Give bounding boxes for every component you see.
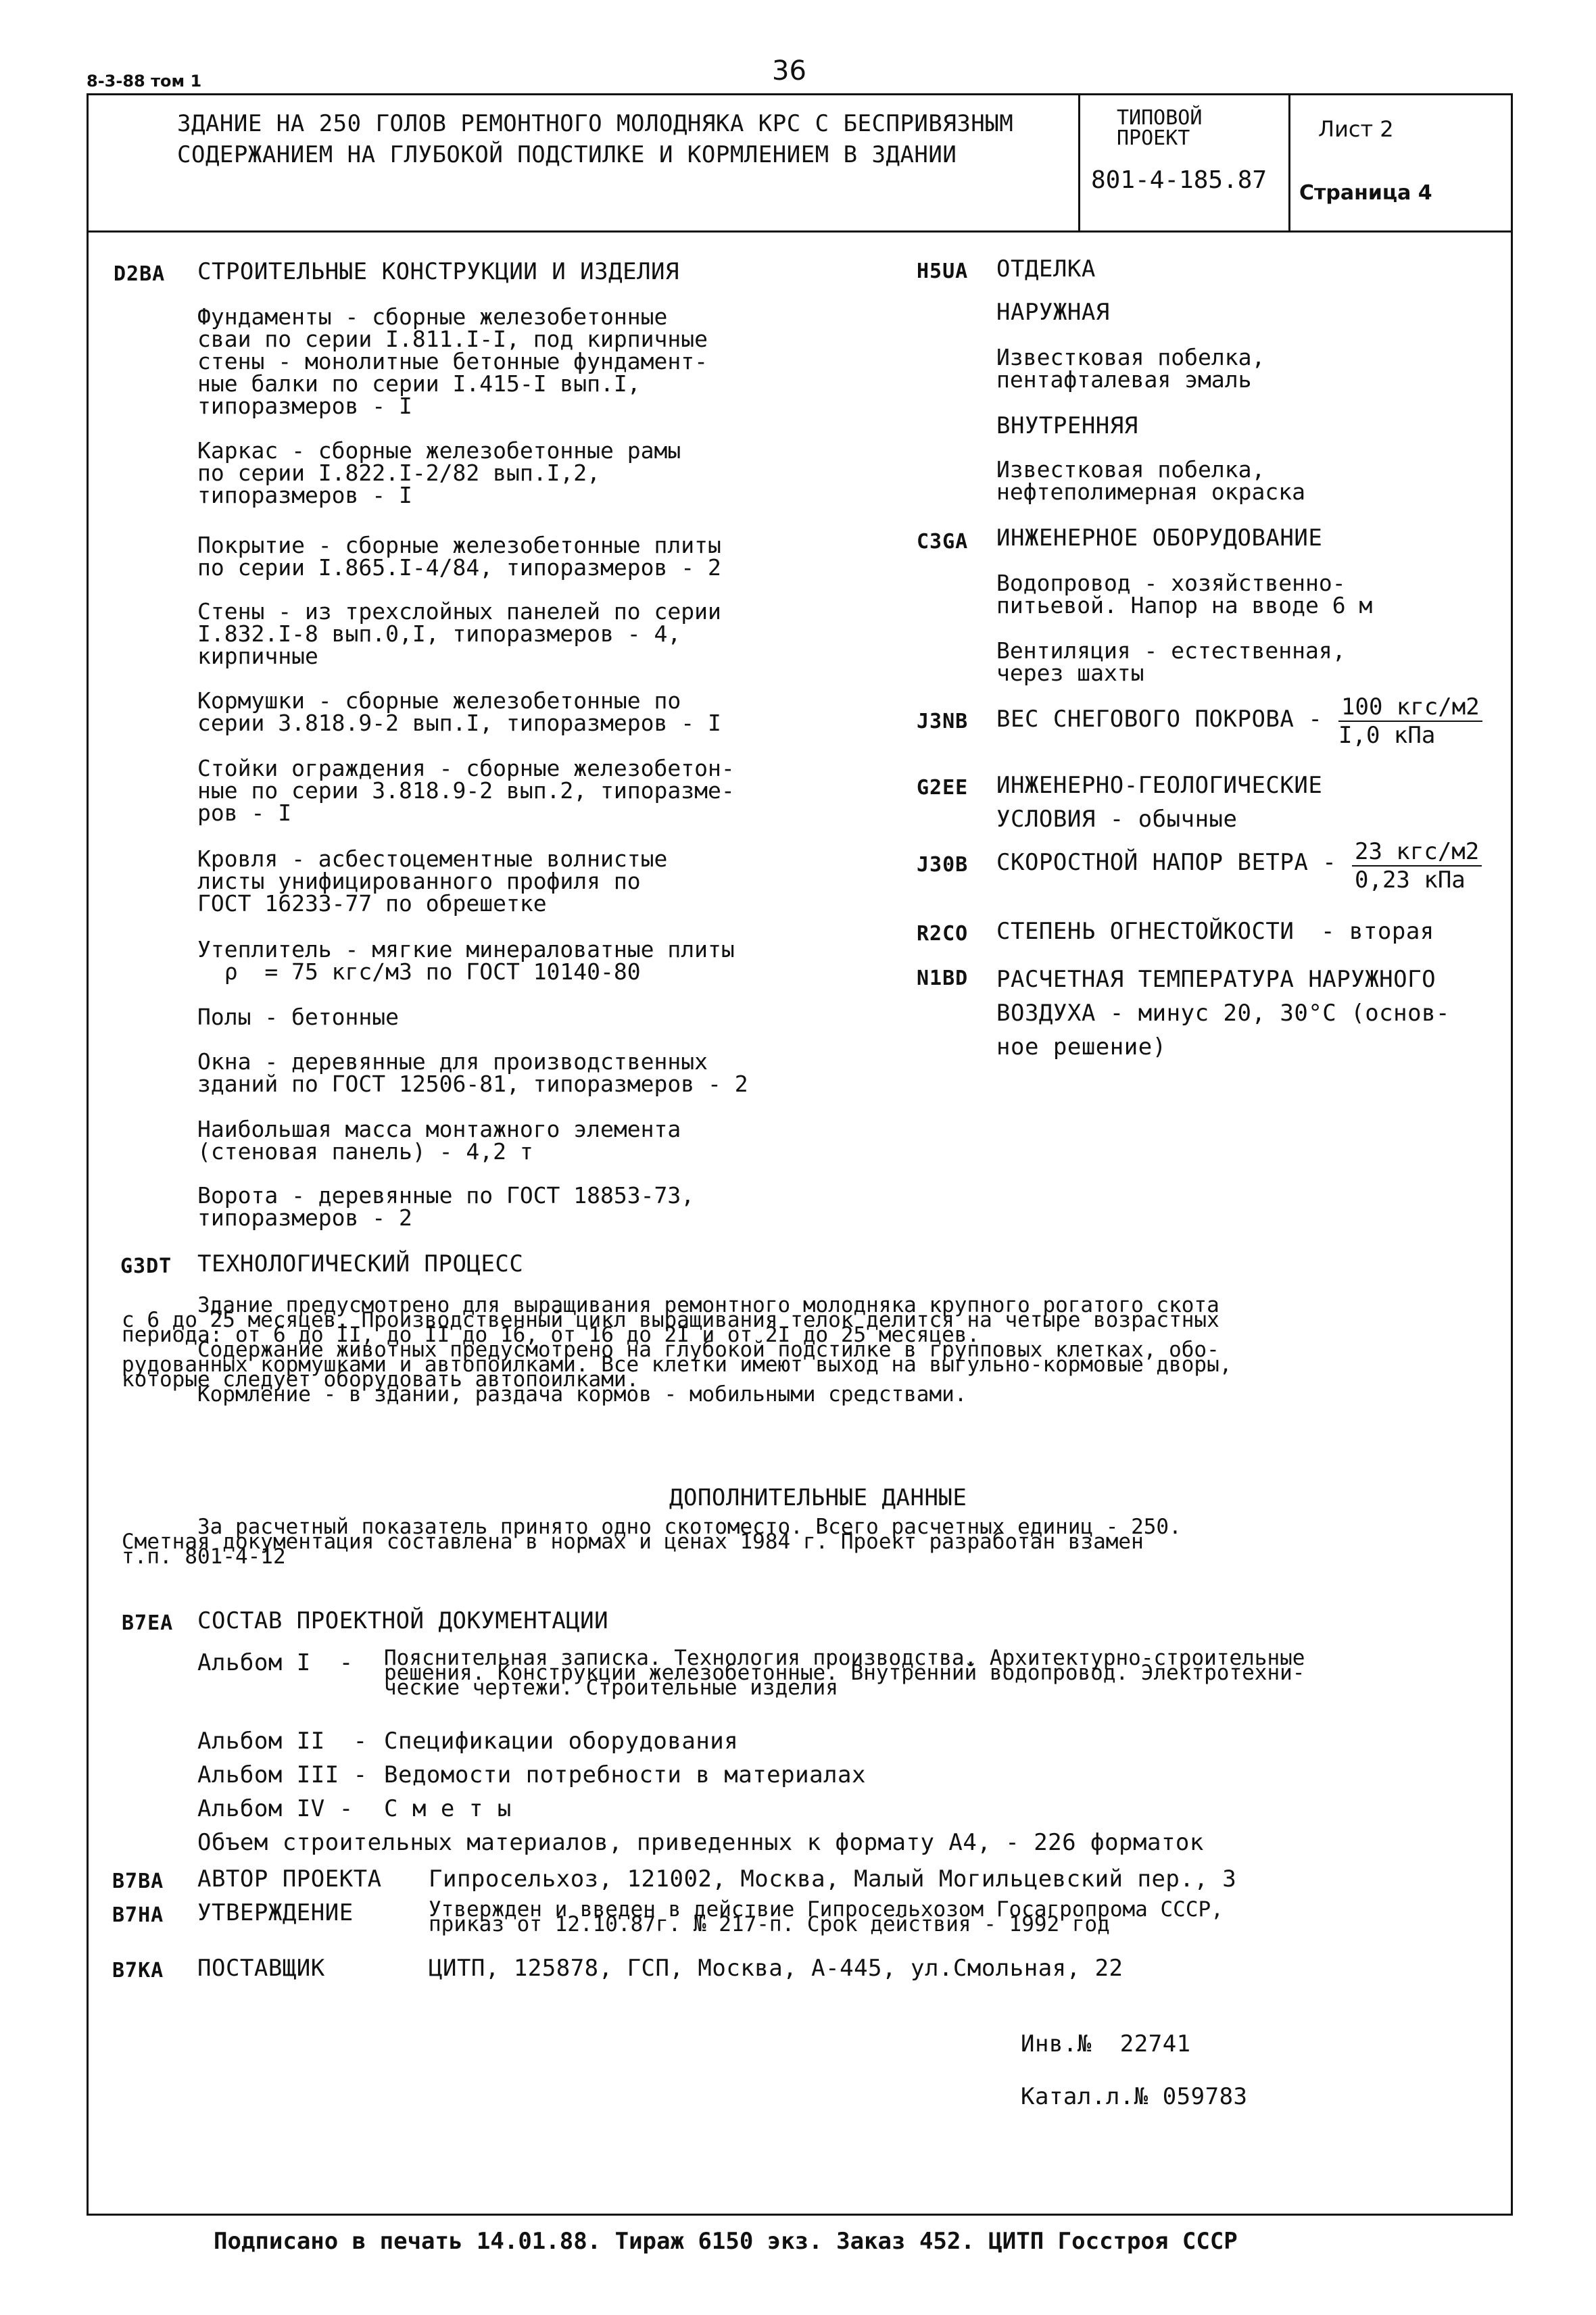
catalog-number: Катал.л.№ 059783 — [1021, 2083, 1248, 2110]
approval-text: Утвержден и введен в действие Гипросельхозом Госагропрома СССР, приказ от 12.10.87г. № 217-п. Срок действия - 1992 год — [429, 1897, 1224, 1936]
wind-pressure-denominator: 0,23 кПа — [1355, 867, 1466, 894]
structure-windows: Окна - деревянные для производственных зданий по ГОСТ 12506-81, типоразмеров - 2 — [197, 1048, 748, 1097]
water-supply-text: Водопровод - хозяйственно- питьевой. Напор на вводе 6 м — [996, 570, 1373, 618]
project-title-line-2: СОДЕРЖАНИЕМ НА ГЛУБОКОЙ ПОДСТИЛКЕ И КОРМЛЕНИЕМ В ЗДАНИИ — [177, 141, 957, 168]
project-code: 801-4-185.87 — [1091, 166, 1267, 194]
album-4-text: С м е т ы — [384, 1795, 512, 1822]
snow-load-numerator: 100 кгс/м2 — [1338, 693, 1482, 722]
additional-data-title: ДОПОЛНИТЕЛЬНЫЕ ДАННЫЕ — [669, 1484, 967, 1511]
page-number: 36 — [772, 55, 806, 87]
structure-frame: Каркас - сборные железобетонные рамы по серии I.822.I-2/82 вып.I,2, типоразмеров - I — [197, 437, 681, 508]
page-label: Страница 4 — [1299, 181, 1432, 205]
supplier-text: ЦИТП, 125878, ГСП, Москва, А-445, ул.Смольная, 22 — [429, 1955, 1123, 1982]
geological-conditions-line-1: ИНЖЕНЕРНО-ГЕОЛОГИЧЕСКИЕ — [996, 772, 1323, 799]
type-label-2: ПРОЕКТ — [1117, 126, 1190, 150]
section-code-b7ba: B7BA — [112, 1870, 164, 1893]
section-code-j30b: J30B — [917, 853, 969, 877]
structure-roofing-slabs: Покрытие - сборные железобетонные плиты по серии I.865.I-4/84, типоразмеров - 2 — [197, 532, 721, 581]
geological-conditions-line-2: УСЛОВИЯ - обычные — [996, 806, 1238, 833]
album-1-name: Альбом I - — [197, 1649, 354, 1676]
type-project-label — [1117, 108, 1202, 149]
header-divider-1 — [1078, 93, 1080, 233]
finishing-inner-text: Известковая побелка, нефтеполимерная окраска — [996, 456, 1305, 505]
structure-fence-posts: Стойки ограждения - сборные железобетон- ные по серии 3.818.9-2 вып.2, типоразме- ров - I — [197, 755, 735, 826]
finishing-inner-label: ВНУТРЕННЯЯ — [996, 412, 1138, 439]
section-title-finishing: ОТДЕЛКА — [996, 255, 1096, 283]
album-3-text: Ведомости потребности в материалах — [384, 1761, 866, 1788]
section-title-documentation: СОСТАВ ПРОЕКТНОЙ ДОКУМЕНТАЦИИ — [197, 1607, 609, 1634]
section-code-h5ua: H5UA — [917, 260, 969, 283]
section-title-technological-process: ТЕХНОЛОГИЧЕСКИЙ ПРОЦЕСС — [197, 1250, 524, 1277]
section-code-d2ba: D2BA — [114, 262, 166, 286]
additional-data-text: За расчетный показатель принято одно скотоместо. Всего расчетных единиц - 250. Сметная документация составлена в нормах и ценах 1984 г. Проект разработан взамен т.п. 801-4-12 — [122, 1515, 1182, 1569]
design-temperature-text: РАСЧЕТНАЯ ТЕМПЕРАТУРА НАРУЖНОГО ВОЗДУХА - минус 20, 30°С (основ- ное решение) — [996, 966, 1451, 1061]
snow-load-denominator: I,0 кПа — [1338, 722, 1436, 749]
inventory-number: Инв.№ 22741 — [1021, 2030, 1191, 2057]
album-3-name: Альбом III - — [197, 1761, 368, 1788]
section-code-b7ea: B7EA — [122, 1611, 174, 1635]
section-code-r2co: R2CO — [917, 922, 969, 946]
album-1-text: Пояснительная записка. Технология производства. Архитектурно-строительные решения. Конструкции железобетонные. Внутренний водопровод. Электротехни- ческие чертежи. Строительные изделия — [384, 1646, 1305, 1700]
supplier-label: ПОСТАВЩИК — [197, 1955, 325, 1982]
technological-process-text: Здание предусмотрено для выращивания ремонтного молодняка крупного рогатого скота с 6 до 25 месяцев. Производственный цикл выращивания телок делится на четыре возрастных периода: от 6 до II, до II до 16, от 16 до 2I и от 2I до 25 месяцев. Содержание животных предусмотрено на глубокой подстилке в групповых клетках, обо- рудованных кормушками и автопоилками. Все клетки имеют выход на выгульно-кормовые дворы, которые следует оборудовать автопоилками. Кормление - в здании, раздача кормов - мобильными средствами. — [122, 1293, 1232, 1407]
section-code-g2ee: G2EE — [917, 776, 969, 800]
sheet-number: Лист 2 — [1318, 116, 1394, 142]
section-code-j3nb: J3NB — [917, 710, 969, 733]
section-title-structures: СТРОИТЕЛЬНЫЕ КОНСТРУКЦИИ И ИЗДЕЛИЯ — [197, 258, 679, 285]
structure-feeders: Кормушки - сборные железобетонные по серии 3.818.9-2 вып.I, типоразмеров - I — [197, 687, 721, 736]
project-title — [177, 108, 1013, 170]
section-code-n1bd: N1BD — [917, 967, 969, 990]
snow-load-label: ВЕС СНЕГОВОГО ПОКРОВА - — [996, 706, 1323, 733]
materials-volume-text: Объем строительных материалов, приведенных к формату А4, - 226 форматок — [197, 1829, 1204, 1856]
structure-max-mass: Наибольшая масса монтажного элемента (стеновая панель) - 4,2 т — [197, 1116, 681, 1165]
project-title-line-1: ЗДАНИЕ НА 250 ГОЛОВ РЕМОНТНОГО МОЛОДНЯКА КРС С БЕСПРИВЯЗНЫМ — [177, 110, 1014, 137]
type-label-1: ТИПОВОЙ — [1117, 106, 1203, 130]
finishing-outer-text: Известковая побелка, пентафталевая эмаль — [996, 344, 1265, 393]
snow-load-fraction — [1338, 693, 1482, 749]
structure-insulation: Утеплитель - мягкие минераловатные плиты ρ = 75 кгс/м3 по ГОСТ 10140-80 — [197, 936, 735, 985]
wind-pressure-fraction — [1352, 838, 1482, 894]
section-code-b7ka: B7KA — [112, 1959, 164, 1982]
project-author-label: АВТОР ПРОЕКТА — [197, 1866, 382, 1893]
print-footer: Подписано в печать 14.01.88. Тираж 6150 экз. Заказ 452. ЦИТП Госстроя СССР — [214, 2228, 1238, 2255]
structure-floors: Полы - бетонные — [197, 1004, 400, 1030]
approval-label: УТВЕРЖДЕНИЕ — [197, 1899, 354, 1926]
album-2-text: Спецификации оборудования — [384, 1728, 739, 1755]
finishing-outer-label: НАРУЖНАЯ — [996, 299, 1110, 326]
section-code-b7ha: B7HA — [112, 1903, 164, 1927]
project-author-text: Гипросельхоз, 121002, Москва, Малый Могильцевский пер., 3 — [429, 1866, 1237, 1893]
structure-gates: Ворота - деревянные по ГОСТ 18853-73, типоразмеров - 2 — [197, 1182, 695, 1231]
album-2-name: Альбом II - — [197, 1728, 368, 1755]
wind-pressure-numerator: 23 кгс/м2 — [1352, 838, 1482, 867]
wind-pressure-label: СКОРОСТНОЙ НАПОР ВЕТРА - — [996, 849, 1337, 876]
structure-roof: Кровля - асбестоцементные волнистые листы унифицированного профиля по ГОСТ 16233-77 по обрешетке — [197, 846, 668, 917]
section-title-engineering-equipment: ИНЖЕНЕРНОЕ ОБОРУДОВАНИЕ — [996, 525, 1323, 552]
fire-resistance-label: СТЕПЕНЬ ОГНЕСТОЙКОСТИ — [996, 918, 1295, 945]
album-4-name: Альбом IV - — [197, 1795, 354, 1822]
section-code-c3ga: C3GA — [917, 530, 969, 554]
structure-walls: Стены - из трехслойных панелей по серии I.832.I-8 вып.0,I, типоразмеров - 4, кирпичные — [197, 598, 721, 669]
fire-resistance-value: - вторая — [1321, 918, 1434, 945]
section-code-g3dt: G3DT — [120, 1254, 172, 1278]
ventilation-text: Вентиляция - естественная, через шахты — [996, 637, 1346, 686]
structure-foundations: Фундаменты - сборные железобетонные сваи по серии I.811.I-I, под кирпичные стены - монолитные бетонные фундамент- ные балки по серии I.415-I вып.I, типоразмеров - I — [197, 303, 708, 419]
header-divider-2 — [1288, 93, 1290, 233]
corner-reference: 8-3-88 том 1 — [87, 72, 202, 91]
